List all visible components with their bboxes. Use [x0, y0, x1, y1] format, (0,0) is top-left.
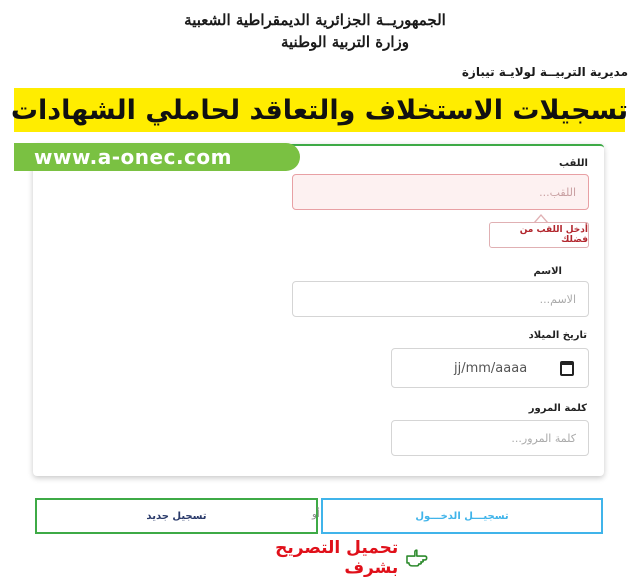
government-header — [160, 10, 470, 52]
password-input[interactable] — [391, 420, 589, 456]
site-url-text: www.a-onec.com — [34, 145, 232, 169]
birthdate-input[interactable] — [391, 348, 589, 388]
calendar-icon[interactable] — [560, 361, 574, 376]
login-button[interactable]: تسجيـــل الدخـــول — [321, 498, 603, 534]
directorate-title: مديرية التربيــة لولايـة تيبازة — [461, 65, 628, 79]
register-button[interactable]: تسجيل جديد — [35, 498, 318, 534]
surname-label: اللقب — [558, 158, 588, 169]
republic-title: الجمهوريــة الجزائرية الديمقراطية الشعبية — [184, 11, 446, 29]
surname-placeholder: اللقب... — [539, 185, 576, 199]
pointing-hand-icon — [406, 549, 428, 567]
or-separator: أو — [312, 509, 320, 520]
site-url-badge — [14, 143, 300, 171]
password-placeholder: كلمة المرور... — [511, 431, 576, 445]
password-label: كلمة المرور — [528, 403, 587, 414]
banner-title: تسجيلات الاستخلاف والتعاقد لحاملي الشهادات — [10, 94, 629, 126]
ministry-title: وزارة التربية الوطنية — [280, 33, 409, 51]
birthdate-value: jj/mm/aaaa — [454, 360, 528, 376]
download-declaration-link[interactable] — [218, 538, 428, 577]
name-placeholder: الاسم... — [539, 292, 576, 306]
surname-input[interactable] — [292, 174, 589, 210]
name-label: الاسم — [533, 266, 562, 277]
page-banner — [10, 88, 629, 132]
birthdate-label: تاريخ الميلاد — [528, 330, 587, 341]
surname-error-tooltip: أدخل اللقب من فضلك — [489, 222, 589, 248]
download-declaration-text: تحميل التصريح بشرف — [275, 538, 399, 577]
name-input[interactable] — [292, 281, 589, 317]
